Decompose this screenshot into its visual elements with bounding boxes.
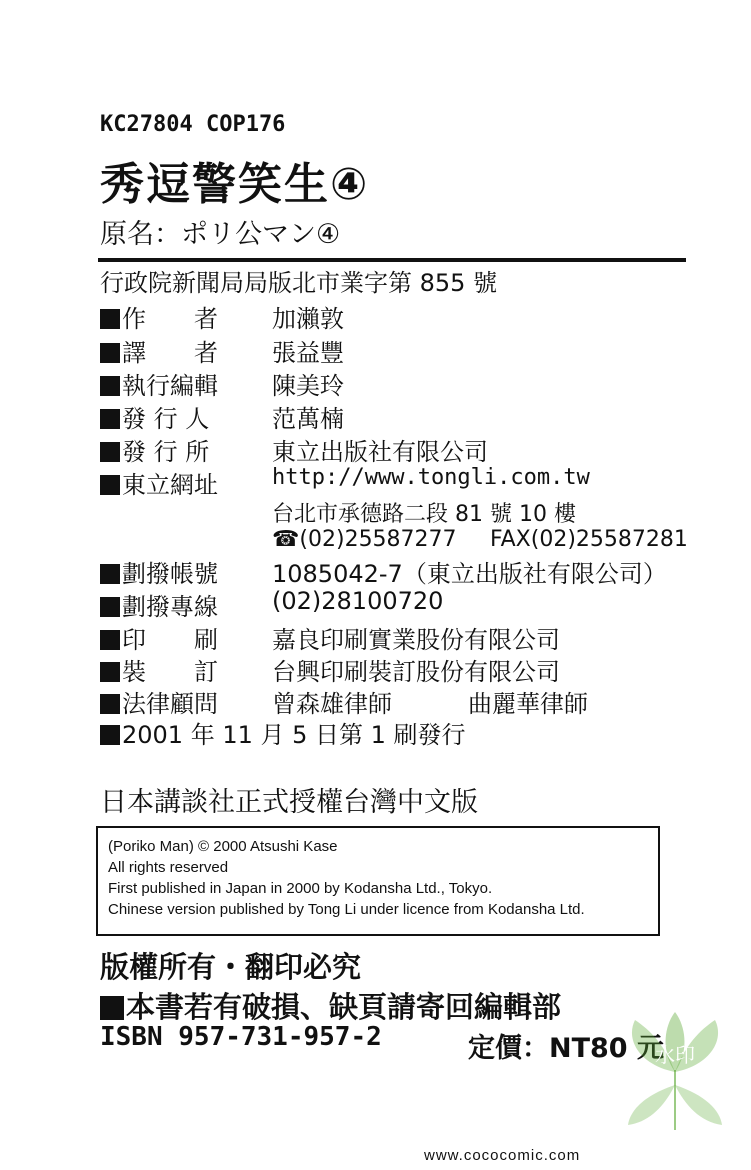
bullet-square-icon [100,475,120,495]
credit-value: 東立出版社有限公司 [272,438,488,466]
website-url: http://www.tongli.com.tw [272,465,590,490]
publisher-fax: FAX(02)25587281 [490,527,688,552]
credit-value: 1085042-7（東立出版社有限公司） [272,560,667,588]
credit-label: 裝 訂 [122,658,218,686]
credit-label: 作 者 [122,305,218,333]
credit-row-author [100,299,344,333]
copyright-box [96,826,660,936]
copyright-line: (Poriko Man) © 2000 Atsushi Kase [108,838,338,855]
credit-label: 發 行 所 [122,438,210,466]
second-lawyer: 曲麗華律師 [468,690,588,718]
credit-row-editor [100,366,344,400]
credit-label: 劃撥專線 [122,593,218,621]
price: 定價：NT80 元 [468,1033,664,1064]
credit-value: 加瀨敦 [272,305,344,333]
publisher-address: 台北市承德路二段 81 號 10 樓 [272,502,576,527]
bullet-square-icon [100,694,120,714]
bullet-square-icon [100,996,124,1020]
watermark-text: 水印 [655,1043,695,1067]
credit-value: 曾森雄律師 [272,690,392,718]
publish-date: 2001 年 11 月 5 日第 1 刷發行 [122,721,466,749]
bullet-square-icon [100,343,120,363]
bullet-square-icon [100,597,120,617]
return-notice-text: 本書若有破損、缺頁請寄回編輯部 [126,990,562,1024]
credit-row-website [100,465,590,499]
publish-date-row [100,715,466,749]
book-title: 秀逗警笑生④ [100,159,370,210]
credit-label: 譯 者 [122,339,218,367]
credit-label: 印 刷 [122,626,218,654]
credit-label: 劃撥帳號 [122,560,218,588]
credit-label: 執行編輯 [122,372,218,400]
credit-row-transfer-account [100,554,667,588]
credit-value: 陳美玲 [272,372,344,400]
phone-number: (02)25587277 [299,527,457,552]
divider-rule [98,258,686,262]
license-statement: 日本講談社正式授權台灣中文版 [100,787,478,818]
bullet-square-icon [100,630,120,650]
bullet-square-icon [100,662,120,682]
bullet-square-icon [100,376,120,396]
credit-label: 東立網址 [122,471,218,499]
bullet-square-icon [100,725,120,745]
credit-value: 嘉良印刷實業股份有限公司 [272,626,560,654]
bullet-square-icon [100,309,120,329]
source-site: www.cococomic.com [424,1147,581,1164]
bullet-square-icon [100,442,120,462]
credit-row-transfer-line [100,587,444,621]
credit-row-legal [100,684,392,718]
bullet-square-icon [100,409,120,429]
credit-value: 台興印刷裝訂股份有限公司 [272,658,560,686]
credit-row-publisher [100,399,344,433]
isbn: ISBN 957-731-957-2 [100,1022,382,1052]
bullet-square-icon [100,564,120,584]
credit-row-printing [100,620,560,654]
publisher-phone [272,527,457,552]
credit-value: 范萬楠 [272,405,344,433]
credit-row-translator [100,333,344,367]
credit-value: (02)28100720 [272,587,444,615]
copyright-line: Chinese version published by Tong Li under licence from Kodansha Ltd. [108,901,585,918]
book-code: KC27804 COP176 [100,112,286,137]
leaf-icon [620,1010,730,1140]
return-notice [100,985,561,1026]
credit-row-publishing-house [100,432,488,466]
phone-icon: ☎ [272,527,300,552]
credit-label: 法律顧問 [122,690,218,718]
rights-reserved: 版權所有・翻印必究 [100,950,362,984]
credit-label: 發 行 人 [122,405,210,433]
copyright-line: All rights reserved [108,859,229,876]
credit-row-binding [100,652,560,686]
credit-value: 張益豐 [272,339,344,367]
license-number: 行政院新聞局局版北市業字第 855 號 [100,269,498,297]
original-title: 原名：ポリ公マン④ [100,219,341,250]
copyright-line: First published in Japan in 2000 by Kodansha Ltd., Tokyo. [108,880,493,897]
